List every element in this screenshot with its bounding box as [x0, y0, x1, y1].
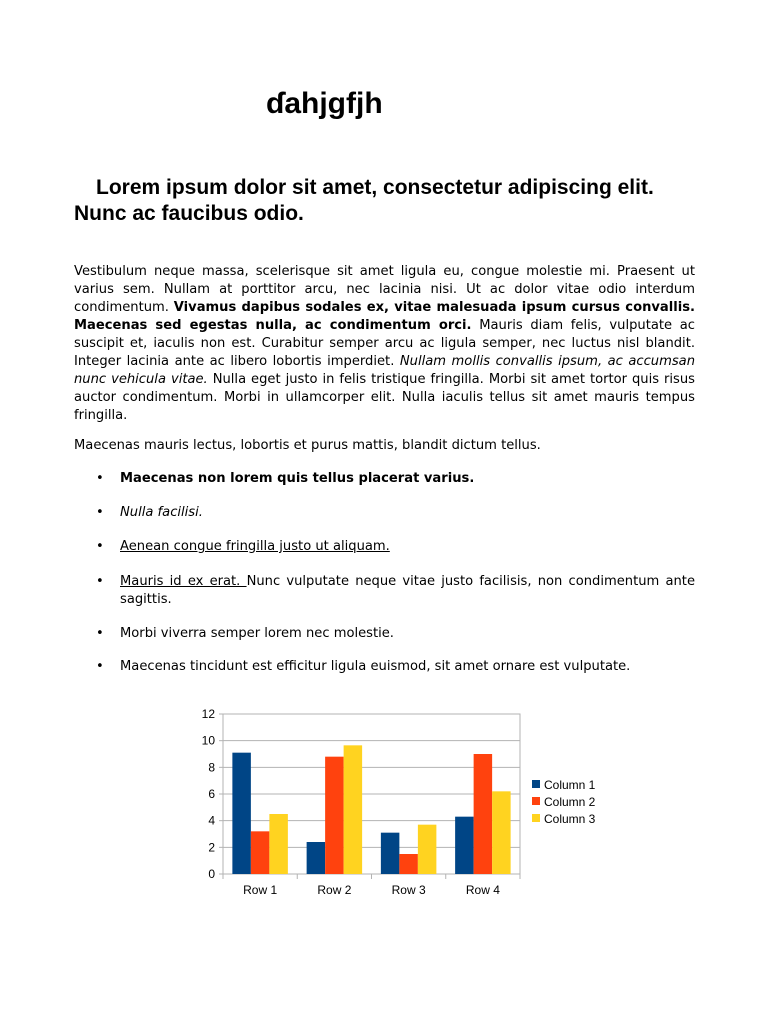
x-tick-label: Row 4 — [465, 883, 500, 897]
list-item-text: Maecenas non lorem quis tellus placerat varius. — [120, 471, 475, 486]
list-item-text: Morbi viverra semper lorem nec molestie. — [120, 626, 394, 641]
legend-label: Column 2 — [544, 795, 596, 809]
legend-label: Column 3 — [544, 812, 596, 826]
paragraph-1-text-c: Nulla eget justo in felis tristique fringilla. Morbi sit amet tortor quis risus auctor condimentum. Morbi in ullamcorper elit. Nulla iaculis tellus sit amet mauris tempus fringilla. — [74, 372, 695, 423]
list-item-underlined-text: Aenean congue fringilla justo ut aliquam. — [120, 539, 390, 554]
list-item — [74, 504, 695, 522]
y-tick-label: 2 — [208, 840, 215, 855]
list-item-text — [120, 573, 695, 609]
paragraph-2: Maecenas mauris lectus, lobortis et purus mattis, blandit dictum tellus. — [74, 438, 541, 453]
legend-swatch — [532, 780, 540, 788]
y-tick-label: 6 — [208, 787, 215, 801]
bar — [399, 854, 418, 874]
list-item-text — [120, 538, 695, 556]
bar — [455, 817, 474, 874]
paragraph-1-text-a: Vestibulum neque massa, scelerisque sit amet ligula eu, congue molestie mi. Praesent ut varius sem. Nullam at porttitor arcu, nec lacinia nisi. Ut ac dolor vitae odio interdum condimentum. — [74, 264, 695, 315]
y-tick-label: 0 — [208, 867, 215, 881]
list-item-text: Nulla facilisi. — [120, 505, 203, 520]
list-item — [74, 470, 695, 488]
x-tick-label: Row 1 — [243, 883, 278, 897]
y-tick-label: 12 — [201, 707, 215, 721]
y-tick-label: 8 — [208, 760, 215, 775]
y-tick-label: 10 — [201, 733, 215, 748]
document-title: ɗahjgfjh — [266, 87, 383, 120]
list-item — [74, 625, 695, 643]
list-item — [74, 538, 695, 556]
paragraph-1-italic-text: Nullam mollis convallis ipsum, ac accumsan nunc vehicula vitae. — [74, 354, 695, 387]
bar — [232, 753, 251, 874]
bar — [418, 825, 437, 874]
list-item — [74, 573, 695, 609]
bullet-dot: • — [96, 471, 104, 486]
legend-swatch — [532, 797, 540, 805]
bullet-dot: • — [96, 626, 104, 641]
paragraph-1-text-b: Mauris diam felis, vulputate ac suscipit et, iaculis non est. Curabitur semper arcu ac ligula semper, nec luctus nisl blandit. Integer lacinia ante ac libero lobortis imperdiet. — [74, 318, 695, 369]
section-heading: Lorem ipsum dolor sit amet, consectetur adipiscing elit. Nunc ac faucibus odio. — [74, 176, 654, 225]
bar — [474, 754, 493, 874]
x-tick-label: Row 2 — [317, 883, 352, 897]
bullet-dot: • — [96, 659, 104, 674]
bar-chart — [190, 700, 620, 905]
bullet-dot: • — [96, 505, 104, 520]
paragraph-1-bold-text: Vivamus dapibus sodales ex, vitae malesuada ipsum cursus convallis. Maecenas sed egestas nulla, ac condimentum orci. — [74, 300, 695, 333]
bar — [381, 833, 400, 874]
bar — [251, 831, 270, 874]
bar — [492, 791, 511, 874]
paragraph-1 — [74, 263, 695, 425]
legend-label: Column 1 — [544, 778, 596, 792]
legend-swatch — [532, 814, 540, 822]
bar-chart-svg — [190, 700, 620, 905]
list-item-rest-text: Nunc vulputate neque vitae justo facilisis, non condimentum ante sagittis. — [120, 574, 695, 607]
y-tick-label: 4 — [208, 813, 215, 828]
list-item — [74, 658, 695, 676]
list-item-text: Maecenas tincidunt est efficitur ligula euismod, sit amet ornare est vulputate. — [120, 659, 631, 674]
bullet-dot: • — [96, 539, 104, 554]
x-tick-label: Row 3 — [391, 883, 426, 897]
bar — [307, 842, 326, 874]
bullet-dot: • — [96, 574, 104, 589]
bar — [325, 757, 344, 874]
list-item-underlined-text: Mauris id ex erat. — [120, 574, 247, 589]
bar — [269, 814, 288, 874]
bar — [344, 745, 363, 874]
